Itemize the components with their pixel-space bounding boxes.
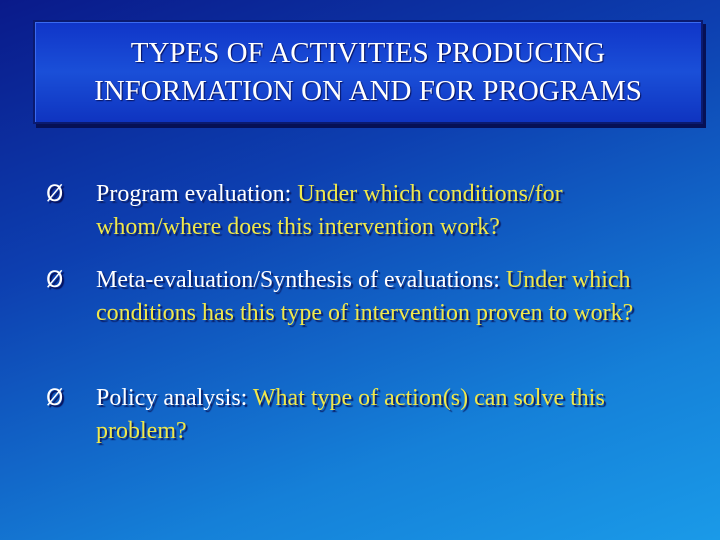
arrow-bullet-icon: Ø — [46, 386, 64, 411]
bullet-highlight: What type of action(s) can solve this problem? — [96, 385, 605, 444]
bullet-lead: Policy analysis: — [96, 385, 253, 411]
arrow-bullet-icon: Ø — [46, 268, 64, 293]
bullet-lead: Program evaluation: — [96, 181, 298, 207]
slide-title-line-2: INFORMATION ON AND FOR PROGRAMS — [94, 75, 642, 107]
bullet-text — [96, 178, 666, 244]
bullet-highlight: Under which conditions has this type of intervention proven to work? — [96, 267, 634, 326]
bullet-text — [96, 382, 666, 448]
arrow-bullet-icon: Ø — [46, 182, 64, 207]
bullet-text — [96, 264, 666, 330]
bullet-highlight: Under which conditions/for whom/where does this intervention work? — [96, 181, 563, 240]
bullet-lead: Meta-evaluation/Synthesis of evaluations: — [96, 267, 506, 293]
slide-title-line-1: TYPES OF ACTIVITIES PRODUCING — [130, 37, 606, 69]
